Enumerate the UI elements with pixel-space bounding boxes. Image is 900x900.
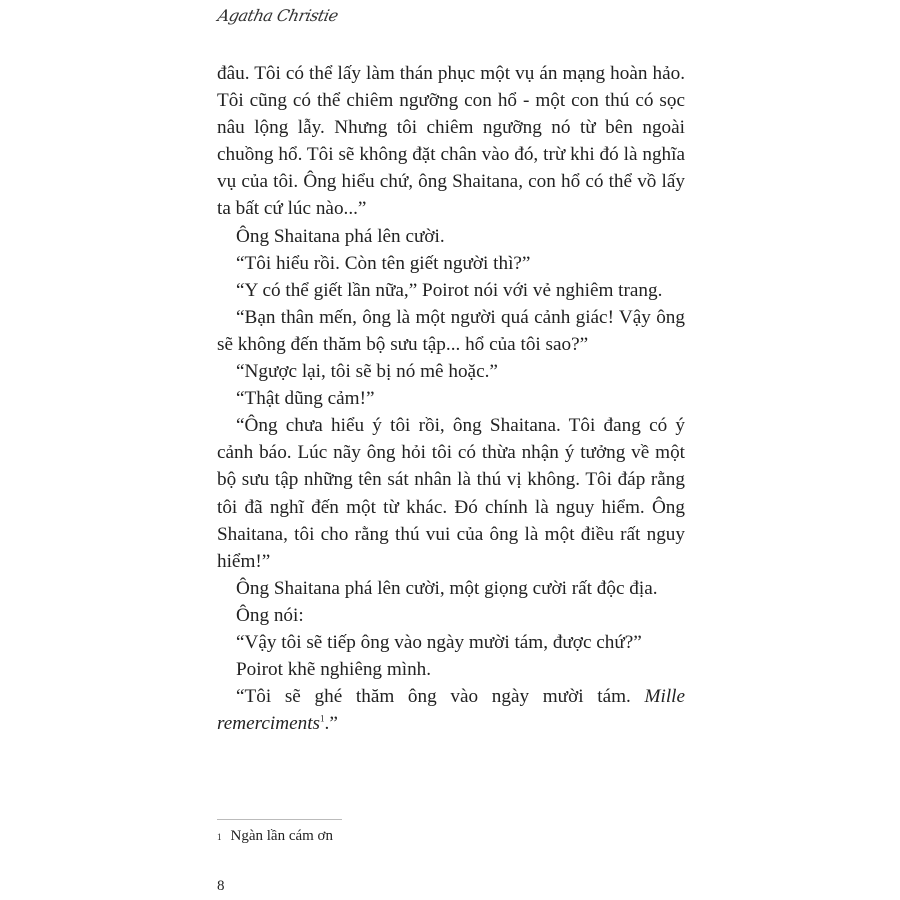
footnote-divider <box>217 819 342 820</box>
page-number: 8 <box>217 878 225 894</box>
author-signature-header: Agatha Christie <box>215 6 340 25</box>
italic-phrase: Mille remerciments <box>217 686 685 735</box>
final-paragraph-lead: “Tôi sẽ ghé thăm ông vào ngày mười tám. <box>236 686 645 708</box>
paragraph: “Y có thể giết lần nữa,” Poirot nói với vẻ nghiêm trang. <box>236 279 663 301</box>
paragraph: “Thật dũng cảm!” <box>236 388 375 410</box>
footnote-marker: 1 <box>217 832 222 842</box>
paragraph: “Vậy tôi sẽ tiếp ông vào ngày mười tám, được chứ?” <box>236 631 642 653</box>
paragraph: đâu. Tôi có thể lấy làm thán phục một vụ án mạng hoàn hảo. Tôi cũng có thể chiêm ngưỡng con hổ - một con thú có sọc nâu lộng lẫy. Nhưng tôi chiêm ngưỡng nó từ bên ngoài chuồng hổ. Tôi sẽ không đặt chân vào đó, trừ khi đó là nghĩa vụ của tôi. Ông hiểu chứ, ông Shaitana, con hổ có thể vồ lấy ta bất cứ lúc nào...” <box>217 63 685 220</box>
final-paragraph <box>217 683 685 737</box>
paragraph: Ông Shaitana phá lên cười, một giọng cười rất độc địa. <box>236 577 658 599</box>
paragraph: Ông Shaitana phá lên cười. <box>236 225 445 247</box>
paragraph: “Ngược lại, tôi sẽ bị nó mê hoặc.” <box>236 361 498 383</box>
footnote <box>217 826 333 846</box>
paragraph: “Bạn thân mến, ông là một người quá cảnh giác! Vậy ông sẽ không đến thăm bộ sưu tập... hổ của tôi sao?” <box>217 306 685 355</box>
page-body-text <box>217 60 685 737</box>
footnote-text: Ngàn lần cám ơn <box>230 828 333 844</box>
paragraph: Ông nói: <box>236 604 304 626</box>
paragraph: “Tôi hiểu rồi. Còn tên giết người thì?” <box>236 252 531 274</box>
paragraph: “Ông chưa hiểu ý tôi rồi, ông Shaitana. Tôi đang có ý cảnh báo. Lúc nãy ông hỏi tôi có thừa nhận ý tưởng về một bộ sưu tập những tên sát nhân là thú vị không. Tôi đáp rằng tôi đã nghĩ đến một từ khác. Đó chính là nguy hiểm. Ông Shaitana, tôi cho rằng thú vui của ông là một điều rất nguy hiểm!” <box>217 415 685 572</box>
footnote-reference[interactable]: 1 <box>320 713 325 724</box>
final-paragraph-tail: .” <box>324 713 338 735</box>
paragraph: Poirot khẽ nghiêng mình. <box>236 659 432 681</box>
